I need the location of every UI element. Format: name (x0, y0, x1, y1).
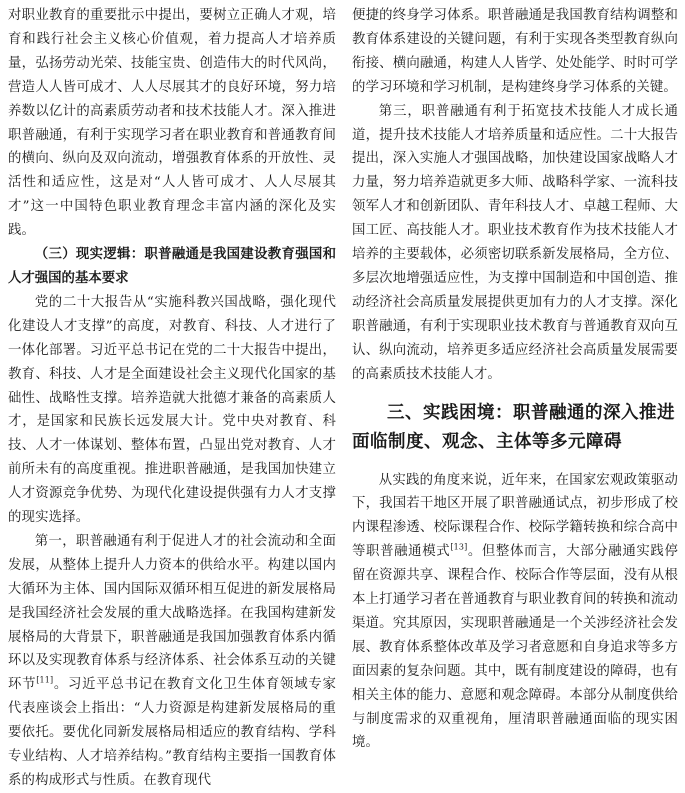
body-paragraph: 对职业教育的重要批示中提出，要树立正确人才观，培育和践行社会主义核心价值观，着力提高人才培养质量，弘扬劳动光荣、技能宝贵、创造伟大的时代风尚，营造人人皆可成才、人人尽展其才的良好环境，努力培养数以亿计的高素质劳动者和技术技能人才。深入推进职普融通，有利于实现学习者在职业教育和普通教育间的横向、纵向及双向流动，增强教育体系的开放性、灵活性和适应性，这是对“人人皆可成才、人人尽展其才”这一中国特色职业教育理念丰富内涵的深化及实践。 (8, 8, 336, 239)
subsection-heading: （三）现实逻辑：职普融通是我国建设教育强国和人才强国的基本要求 (8, 247, 336, 286)
paragraph-text: 从实践的角度来说，近年来，在国家宏观政策驱动下，我国若干地区开展了职普融通试点，初步形成了校内课程渗透、校际课程合作、校际学籍转换和综合高中等职普融通模式 (352, 472, 678, 560)
right-column (352, 4, 678, 755)
paragraph-text: 第一，职普融通有利于促进人才的社会流动和全面发展，从整体上提升人力资本的供给水平。构建以国内大循环为主体、国内国际双循环相互促进的新发展格局是我国经济社会发展的重大战略选择。在我国构建新发展格局的大背景下，职普融通是我国加强教育体系内循环以及实现教育体系与经济体系、社会体系互动的关键环节 (8, 533, 336, 693)
citation-ref: [11] (36, 675, 54, 685)
body-paragraph (8, 530, 336, 793)
section-title: 三、实践困境：职普融通的深入推进面临制度、观念、主体等多元障碍 (352, 402, 675, 452)
body-paragraph: 便捷的终身学习体系。职普融通是我国教育结构调整和教育体系建设的关键问题，有利于实现各类型教育纵向衔接、横向融通，构建人人皆学、处处能学、时时可学的学习环境和学习机制，是构建终身学习体系的关键。 (352, 8, 678, 95)
citation-ref: [13] (450, 542, 468, 552)
body-paragraph (352, 469, 678, 756)
paragraph-text: 。但整体而言，大部分融通实践停留在资源共享、课程合作、校际合作等层面，没有从根本上打通学习者在普通教育与职业教育间的转换和流动渠道。究其原因，实现职普融通是一个关涉经济社会发展、教育体系整体改革及学习者意愿和自身追求等多方面因素的复杂问题。其中，既有制度建设的障碍，也有相关主体的能力、意愿和观念障碍。本部分从制度供给与制度需求的双重视角，厘清职普融通面临的现实困境。 (352, 544, 678, 751)
left-column (8, 4, 336, 793)
body-paragraph: 党的二十大报告从“实施科教兴国战略，强化现代化建设人才支撑”的高度，对教育、科技、人才进行了一体化部署。习近平总书记在党的二十大报告中提出，教育、科技、人才是全面建设社会主义现代化国家的基础性、战略性支撑。培养造就大批德才兼备的高素质人才，是国家和民族长远发展大计。党中央对教育、科技、人才一体谋划、整体布置，凸显出党对教育、人才前所未有的高度重视。推进职普融通，是我国加快建立人才资源竞争优势、为现代化建设提供强有力人才支撑的现实选择。 (8, 294, 336, 526)
body-paragraph: 第三，职普融通有利于拓宽技术技能人才成长通道，提升技术技能人才培养质量和适应性。二十大报告提出，深入实施人才强国战略，加快建设国家战略人才力量，努力培养造就更多大师、战略科学家、一流科技领军人才和创新团队、青年科技人才、卓越工程师、大国工匠、高技能人才。职业技术教育作为技术技能人才培养的主要载体，必须密切联系新发展格局，全方位、多层次地增强适应性，为支撑中国制造和中国创造、推动经济社会高质量发展提供更加有力的人才支撑。深化职普融通，有利于实现职业技术教育与普通教育双向互认、纵向流动，培养更多适应经济社会高质量发展需要的高素质技术技能人才。 (352, 103, 678, 382)
paragraph-text: 。习近平总书记在教育文化卫生体育领域专家代表座谈会上指出：“人力资源是构建新发展格局的重要依托。要优化同新发展格局相适应的教育结构、学科专业结构、人才培养结构。”教育结构主要指一国教育体系的构成形式与性质。在教育现代 (8, 677, 336, 788)
